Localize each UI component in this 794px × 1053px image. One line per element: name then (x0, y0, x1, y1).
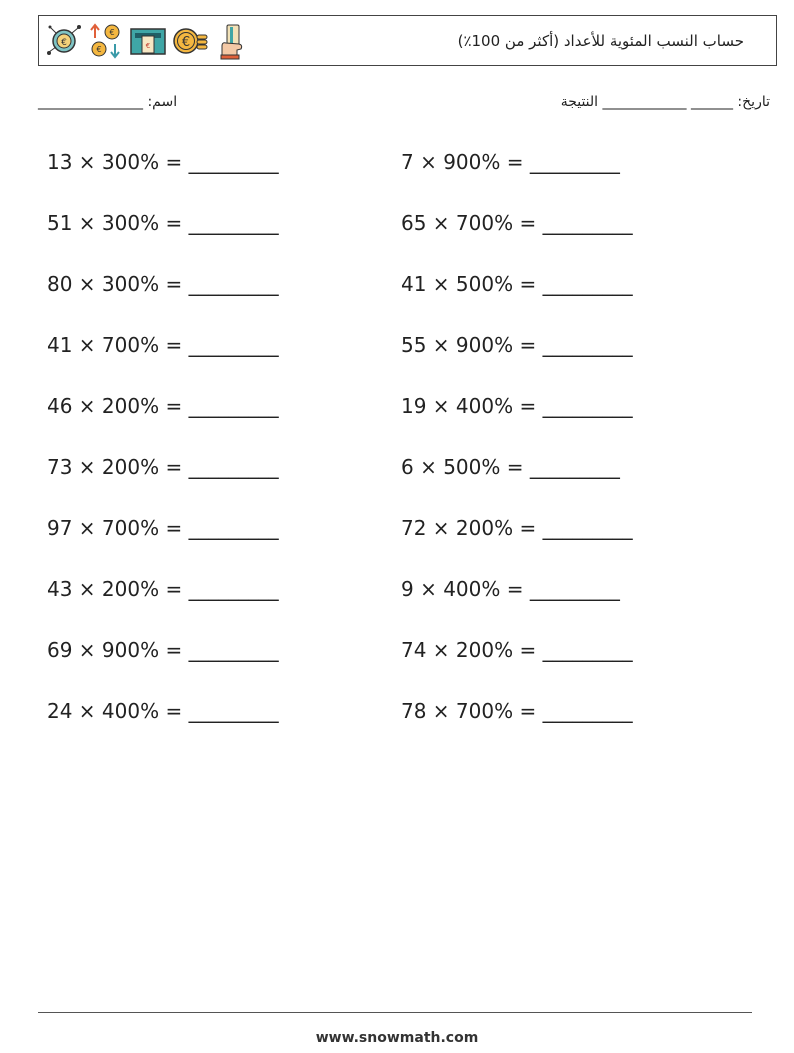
problem-6: 41 × 500% = _________ (401, 272, 633, 296)
problem-11: 73 × 200% = _________ (47, 455, 279, 479)
svg-text:€: € (96, 45, 102, 54)
euro-coins-stack-icon (171, 22, 209, 60)
problem-20: 78 × 700% = _________ (401, 699, 633, 723)
svg-text:€: € (145, 42, 151, 50)
svg-text:€: € (109, 28, 115, 37)
date-score-field (561, 94, 770, 110)
svg-text:€: € (61, 38, 67, 48)
problem-13: 97 × 700% = _________ (47, 516, 279, 540)
score-label: النتيجة (560, 94, 599, 110)
problem-2: 7 × 900% = _________ (401, 150, 620, 174)
problem-16: 9 × 400% = _________ (401, 577, 620, 601)
problem-17: 69 × 900% = _________ (47, 638, 279, 662)
header-icons (45, 21, 251, 61)
problem-8: 55 × 900% = _________ (401, 333, 633, 357)
problem-1: 13 × 300% = _________ (47, 150, 279, 174)
name-label: اسم: (147, 94, 178, 110)
problem-3: 51 × 300% = _________ (47, 211, 279, 235)
problem-9: 46 × 200% = _________ (47, 394, 279, 418)
euro-coin-network-icon (45, 22, 83, 60)
problem-4: 65 × 700% = _________ (401, 211, 633, 235)
problem-7: 41 × 700% = _________ (47, 333, 279, 357)
problem-5: 80 × 300% = _________ (47, 272, 279, 296)
svg-text:€: € (181, 35, 191, 50)
name-field (38, 94, 177, 110)
footer-url[interactable]: www.snowmath.com (315, 1030, 479, 1046)
problem-10: 19 × 400% = _________ (401, 394, 633, 418)
date-label: تاريخ: (737, 94, 770, 110)
problem-15: 43 × 200% = _________ (47, 577, 279, 601)
problem-19: 24 × 400% = _________ (47, 699, 279, 723)
worksheet-title: حساب النسب المئوية للأعداد (أكثر من 100٪) (457, 32, 744, 50)
problem-14: 72 × 200% = _________ (401, 516, 633, 540)
date-blank: ______ (690, 94, 733, 110)
name-blank: _______________ (38, 94, 143, 110)
euro-exchange-icon (87, 22, 125, 60)
footer-divider (38, 1012, 752, 1013)
problem-18: 74 × 200% = _________ (401, 638, 633, 662)
atm-cash-icon (129, 22, 167, 60)
problem-12: 6 × 500% = _________ (401, 455, 620, 479)
score-blank: ____________ (602, 94, 687, 110)
hand-card-icon (213, 22, 251, 60)
worksheet-header (38, 15, 777, 66)
